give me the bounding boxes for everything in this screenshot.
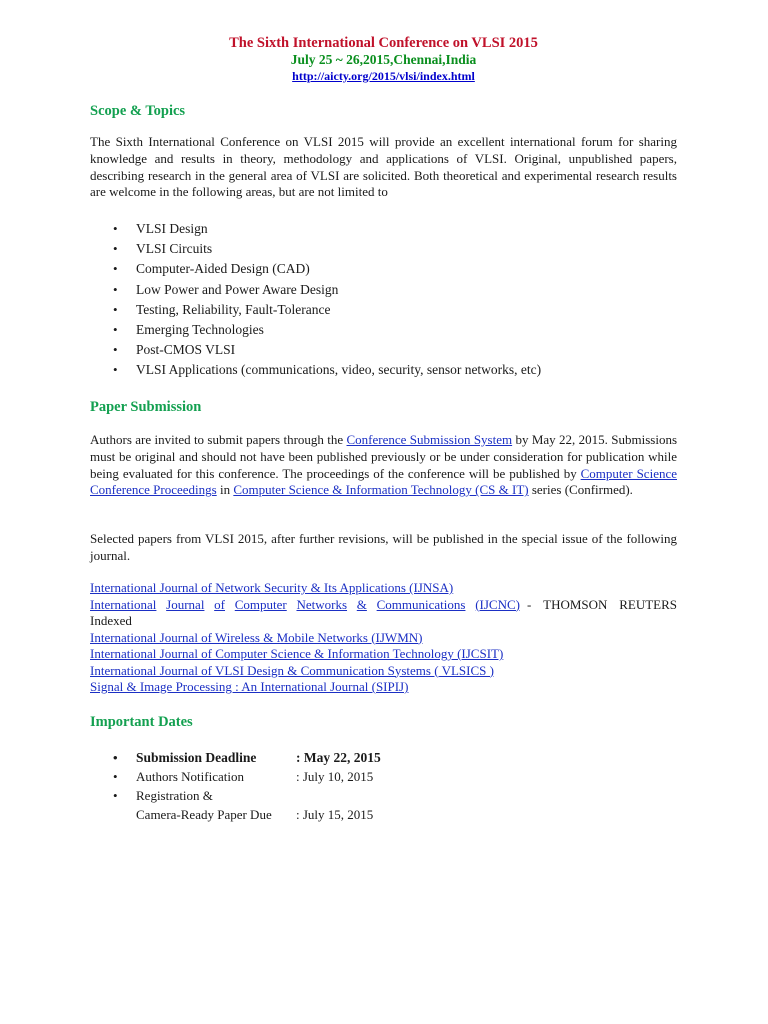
date-value: : May 22, 2015 (296, 750, 381, 765)
list-item: • VLSI Applications (communications, video, security, sensor networks, etc) (90, 360, 541, 380)
list-item (90, 786, 381, 824)
important-dates-list (90, 748, 381, 824)
date-label: Registration & (136, 788, 213, 803)
journal-link-ijnsa[interactable]: International Journal of Network Security & Its Applications (IJNSA) (90, 580, 454, 595)
date-label: Submission Deadline (136, 750, 257, 765)
list-item: • VLSI Circuits (90, 239, 541, 259)
word: THOMSON (543, 596, 608, 612)
word: Communications (376, 596, 466, 612)
indexed-note: Indexed (90, 613, 132, 628)
journal-link-ijcsit[interactable]: International Journal of Computer Science & Information Technology (IJCSIT) (90, 646, 504, 661)
topics-list (90, 219, 541, 381)
conference-dates-location: July 25 ~ 26,2015,Chennai,India (290, 52, 477, 67)
list-item (90, 748, 381, 767)
submission-text-1: Authors are invited to submit papers through the (90, 432, 347, 447)
dates-heading: Important Dates (90, 714, 193, 730)
word: Journal (166, 596, 205, 612)
word: (IJCNC) (475, 596, 520, 612)
submission-system-link[interactable]: Conference Submission System (346, 432, 513, 447)
proceedings-link[interactable]: Computer Science Conference Proceedings (90, 465, 677, 498)
journal-link-vlsics[interactable]: International Journal of VLSI Design & Communication Systems ( VLSICS ) (90, 662, 494, 678)
scope-intro: The Sixth International Conference on VLSI 2015 will provide an excellent international forum for sharing knowledge and results in theory, methodology and applications of VLSI. Original, unpublished papers, describing research in the general area of VLSI are solicited. Both theoretical and experimental research results are welcome in the following areas, but are not limited to (90, 134, 677, 200)
journal-list (90, 580, 677, 696)
journal-intro: Selected papers from VLSI 2015, after further revisions, will be published in the special issue of the following journal. (90, 531, 677, 563)
word: Networks (296, 596, 348, 612)
date-label: Authors Notification (136, 769, 244, 784)
journal-link-ijcnc[interactable] (90, 597, 520, 614)
submission-text-2: by May 22, 2015. Submissions must be original and should not have been published previously or be under consideration for publication while being evaluated for this conference. The proceedings of the conference will be published by (90, 432, 677, 481)
journal-link-ijwmn[interactable]: International Journal of Wireless & Mobile Networks (IJWMN) (90, 629, 423, 645)
submission-heading: Paper Submission (90, 399, 202, 415)
submission-text-4: series (Confirmed). (528, 482, 633, 498)
list-item (90, 767, 381, 786)
scope-heading: Scope & Topics (90, 103, 186, 119)
list-item: • Testing, Reliability, Fault-Tolerance (90, 300, 541, 320)
thomson-reuters-note (527, 597, 677, 614)
word: of (214, 596, 226, 612)
word: REUTERS (619, 596, 677, 612)
conference-title: The Sixth International Conference on VLSI 2015 (229, 35, 538, 51)
list-item: • Emerging Technologies (90, 320, 541, 340)
journal-link-sipij[interactable]: Signal & Image Processing : An International Journal (SIPIJ) (90, 679, 409, 694)
date-value: : July 15, 2015 (296, 807, 374, 822)
word: & (356, 596, 367, 612)
word: - (527, 596, 532, 612)
submission-text-3: in (216, 482, 234, 498)
word: Computer (234, 596, 287, 612)
word: International (90, 596, 157, 612)
list-item: • Computer-Aided Design (CAD) (90, 259, 541, 279)
date-label: Camera-Ready Paper Due (136, 807, 272, 822)
submission-paragraph (90, 432, 677, 499)
cs-it-link[interactable]: Computer Science & Information Technology (CS & IT) (233, 482, 529, 498)
list-item: • Low Power and Power Aware Design (90, 280, 541, 300)
list-item: • Post-CMOS VLSI (90, 340, 541, 360)
date-value: : July 10, 2015 (296, 769, 374, 784)
conference-url-link[interactable]: http://aicty.org/2015/vlsi/index.html (292, 69, 475, 83)
list-item: • VLSI Design (90, 219, 541, 239)
